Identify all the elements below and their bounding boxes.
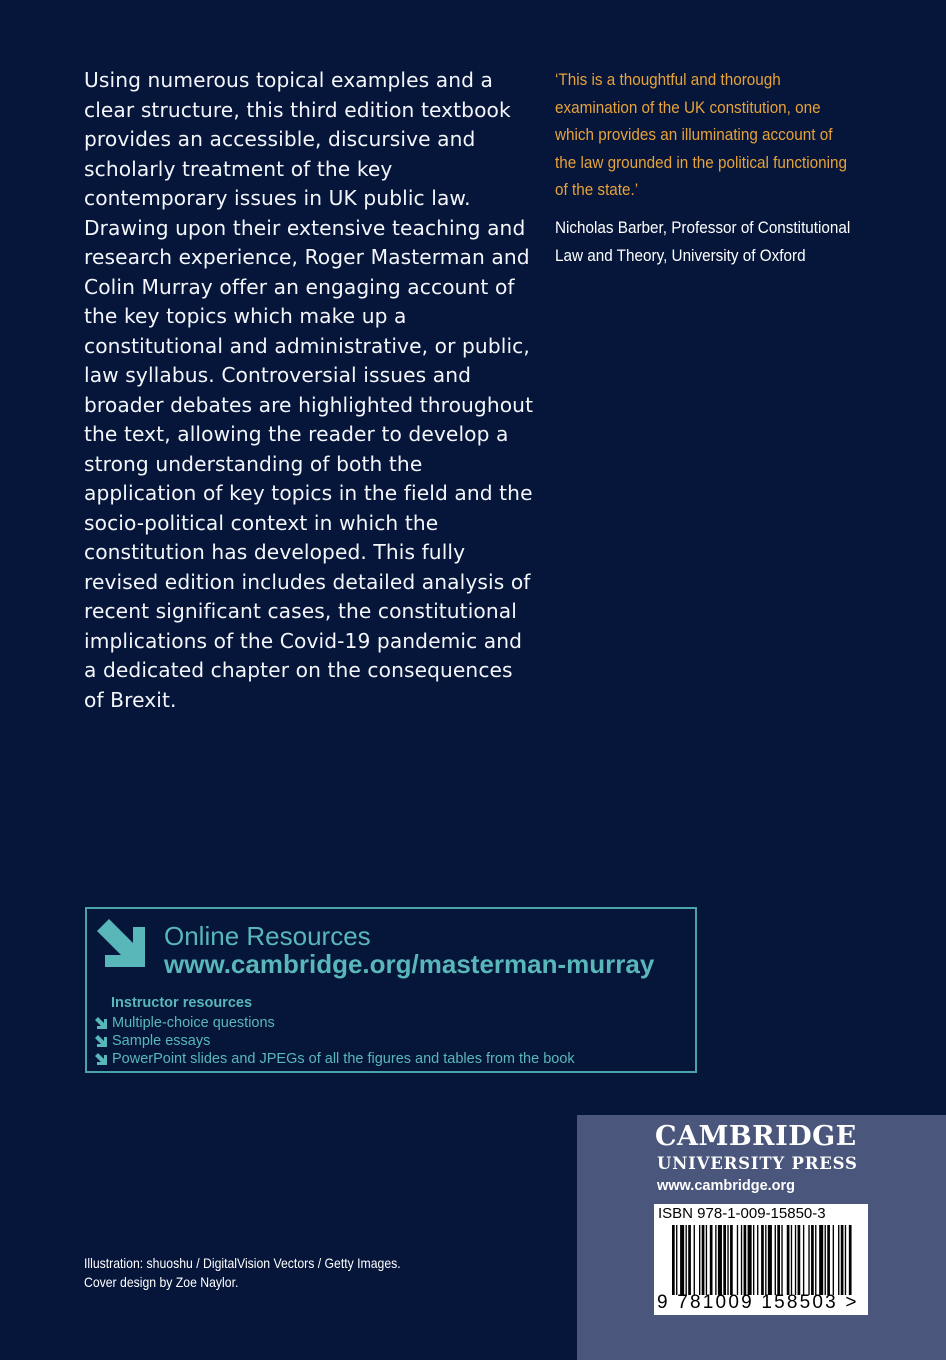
barcode-bar — [744, 1225, 747, 1295]
barcode-bar — [741, 1225, 742, 1295]
barcode-bar — [686, 1225, 687, 1295]
barcode-bar — [723, 1225, 726, 1295]
illustration-credit: Illustration: shuoshu / DigitalVision Vectors / Getty Images. — [84, 1256, 401, 1271]
endorsement-attribution: Nicholas Barber, Professor of Constitutional Law and Theory, University of Oxford — [555, 218, 851, 265]
barcode-bar — [781, 1225, 782, 1295]
barcode-bar — [718, 1225, 722, 1295]
barcode-bars — [654, 1225, 868, 1295]
barcode-bar — [715, 1225, 716, 1295]
barcode-bar — [841, 1225, 844, 1295]
barcode-digits: 9 781009 158503 > — [657, 1292, 859, 1313]
resource-list — [95, 1014, 575, 1068]
barcode-bar — [791, 1225, 792, 1295]
barcode-bar — [775, 1225, 776, 1295]
barcode-bar — [827, 1225, 830, 1295]
list-item — [95, 1050, 575, 1068]
resource-item-label: Multiple-choice questions — [112, 1015, 275, 1031]
small-arrow-icon — [95, 1017, 108, 1030]
online-resources-title: Online Resources — [164, 921, 371, 951]
small-arrow-icon — [95, 1035, 108, 1048]
barcode-bar — [761, 1225, 764, 1295]
barcode-bar — [787, 1225, 790, 1295]
barcode-bar — [815, 1225, 816, 1295]
online-resources-link[interactable]: www.cambridge.org/masterman-murray — [164, 949, 655, 979]
barcode-bar — [706, 1225, 707, 1295]
barcode-bar — [825, 1225, 826, 1295]
barcode-bar — [710, 1225, 713, 1295]
barcode-bar — [838, 1225, 839, 1295]
arrow-down-right-icon — [97, 919, 149, 971]
blurb-text: Using numerous topical examples and a clear structure, this third edition textbook provides an accessible, discursive and scholarly treatment of the key contemporary issues in UK public law. Drawing upon their extensive teaching and research experience, Roger Masterman and Colin Murray offer an engaging account of the key topics which make up a constitutional and administrative, or public, law syllabus. Controversial issues and broader debates are highlighted throughout the text, allowing the reader to develop a strong understanding of both the application of key topics in the field and the socio-political context in which the constitution has developed. This fully revised edition includes detailed analysis of recent significant cases, the constitutional implications of the Covid-19 pandemic and a dedicated chapter on the consequences of Brexit. — [84, 68, 534, 712]
publisher-url[interactable]: www.cambridge.org — [657, 1178, 796, 1194]
barcode-bar — [808, 1225, 809, 1295]
barcode-bar — [702, 1225, 705, 1295]
list-item — [95, 1032, 575, 1050]
barcode-bar — [727, 1225, 728, 1295]
publisher-subname: UNIVERSITY PRESS — [657, 1154, 858, 1173]
barcode-bar — [811, 1225, 814, 1295]
barcode-bar — [819, 1225, 823, 1295]
barcode-bar — [699, 1225, 700, 1295]
isbn-label: ISBN 978-1-009-15850-3 — [658, 1205, 826, 1222]
cover-credits — [84, 1254, 401, 1292]
publisher-name: CAMBRIDGE — [655, 1121, 857, 1152]
barcode-bar — [833, 1225, 834, 1295]
barcode-bar — [768, 1225, 772, 1295]
barcode-bar — [694, 1225, 695, 1295]
barcode-bar — [803, 1225, 804, 1295]
online-resources-box — [85, 907, 697, 1073]
barcode-bar — [795, 1225, 796, 1295]
design-credit: Cover design by Zoe Naylor. — [84, 1275, 239, 1290]
barcode-bar — [680, 1225, 684, 1295]
barcode-bar — [753, 1225, 754, 1295]
barcode-bar — [688, 1225, 691, 1295]
barcode-bar — [730, 1225, 733, 1295]
barcode-bar — [676, 1225, 677, 1295]
small-arrow-icon — [95, 1053, 108, 1066]
barcode-bar — [737, 1225, 738, 1295]
resource-item-label: PowerPoint slides and JPEGs of all the figures and tables from the book — [112, 1051, 575, 1067]
barcode-bar — [798, 1225, 801, 1295]
barcode-bar — [845, 1225, 846, 1295]
barcode — [654, 1204, 868, 1315]
barcode-bar — [849, 1225, 852, 1295]
instructor-resources-heading: Instructor resources — [111, 995, 253, 1011]
barcode-bar — [777, 1225, 780, 1295]
endorsement-quote: ‘This is a thoughtful and thorough examination of the UK constitution, one which provides an illuminating account of the law grounded in the political functioning of the state.’ — [555, 70, 847, 200]
resource-item-label: Sample essays — [112, 1033, 211, 1049]
barcode-bar — [765, 1225, 766, 1295]
barcode-bar — [748, 1225, 752, 1295]
publisher-panel — [577, 1115, 946, 1360]
list-item — [95, 1014, 575, 1032]
barcode-bar — [672, 1225, 675, 1295]
barcode-bar — [757, 1225, 758, 1295]
